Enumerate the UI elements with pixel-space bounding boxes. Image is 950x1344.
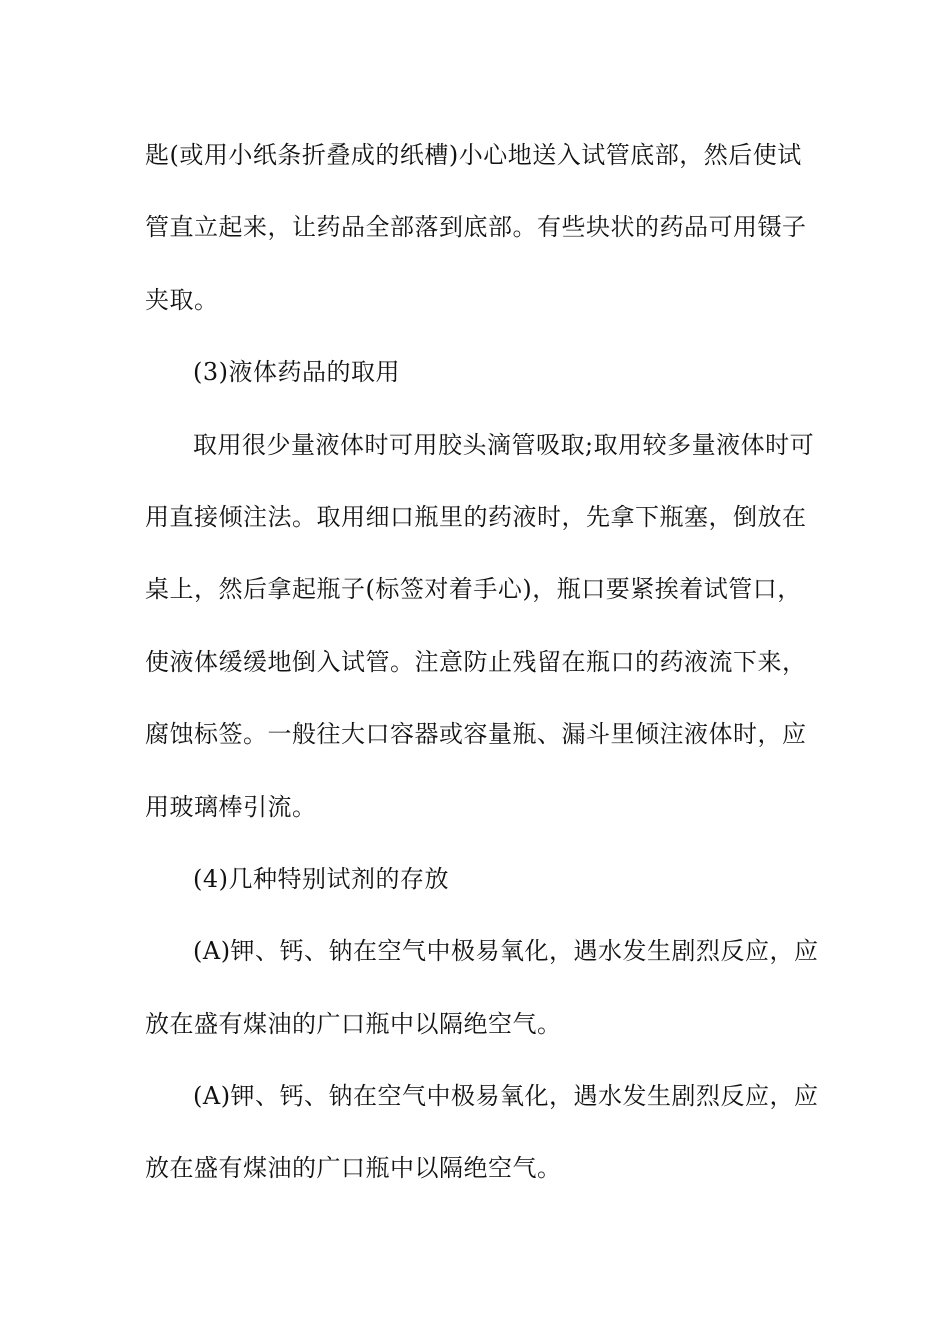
paragraph-line: (A)钾、钙、钠在空气中极易氧化，遇水发生剧烈反应，应 — [193, 1082, 819, 1111]
paragraph-line: 用玻璃棒引流。 — [145, 792, 317, 821]
paragraph-line: 桌上，然后拿起瓶子(标签对着手心)，瓶口要紧挨着试管口， — [145, 575, 802, 604]
document-body — [145, 128, 819, 1214]
section-heading-4: (4)几种特别试剂的存放 — [193, 864, 449, 893]
paragraph-line: 管直立起来，让药品全部落到底部。有些块状的药品可用镊子 — [145, 213, 807, 242]
paragraph-line: (A)钾、钙、钠在空气中极易氧化，遇水发生剧烈反应，应 — [193, 937, 819, 966]
paragraph-line: 匙(或用小纸条折叠成的纸槽)小心地送入试管底部，然后使试 — [145, 141, 802, 169]
paragraph-line: 使液体缓缓地倒入试管。注意防止残留在瓶口的药液流下来， — [145, 647, 807, 676]
paragraph-line: 取用很少量液体时可用胶头滴管吸取;取用较多量液体时可 — [193, 430, 815, 459]
paragraph-line: 放在盛有煤油的广口瓶中以隔绝空气。 — [145, 1009, 562, 1038]
paragraph-line: 腐蚀标签。一般往大口容器或容量瓶、漏斗里倾注液体时，应 — [145, 720, 807, 749]
section-heading-3: (3)液体药品的取用 — [193, 358, 400, 387]
paragraph-line: 夹取。 — [145, 285, 219, 314]
paragraph-line: 用直接倾注法。取用细口瓶里的药液时，先拿下瓶塞，倒放在 — [145, 502, 807, 531]
paragraph-line: 放在盛有煤油的广口瓶中以隔绝空气。 — [145, 1154, 562, 1183]
